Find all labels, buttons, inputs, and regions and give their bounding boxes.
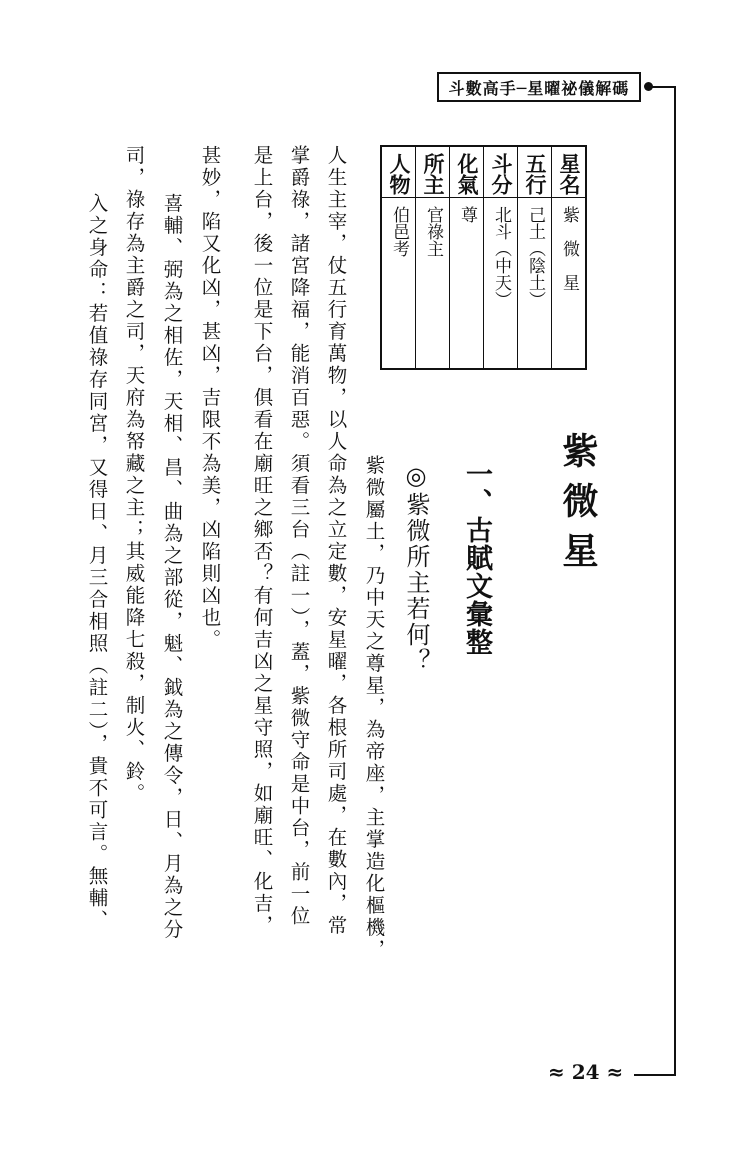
- table-header-cell: 斗分: [484, 146, 518, 198]
- body-text-column: 是上台，後一位是下台，俱看在廟旺之鄉否？有何吉凶之星守照，如廟旺、化吉，: [250, 145, 274, 937]
- table-value-cell: 北斗（中天）: [484, 198, 518, 370]
- section-heading: 一、古賦文彙整: [461, 460, 492, 656]
- body-text-column: 掌爵祿，諸宮降福，能消百惡。須看三台（註一），蓋，紫微守命是中台，前一位: [287, 145, 311, 928]
- running-title: 斗數高手─星曜祕儀解碼: [448, 78, 630, 98]
- page-number-block: [548, 1060, 623, 1084]
- page-ornament-right-icon: ≈: [606, 1060, 624, 1084]
- frame-line-right: [674, 86, 676, 1076]
- body-text-column: 人生主宰，仗五行育萬物，以人命為之立定數，安星曜，各根所司處，在數內，常: [324, 145, 348, 937]
- table-value-cell: 己土（陰土）: [518, 198, 552, 370]
- question-heading: ◎紫微所主若何？: [402, 462, 430, 674]
- star-info-table: [380, 145, 587, 370]
- page-ornament-left-icon: ≈: [548, 1060, 565, 1084]
- body-text-column: 喜輔、弼為之相佐，天相、昌、曲為之部從，魁、鉞為之傳令，日、月為之分: [160, 193, 184, 941]
- table-header-cell: 化氣: [450, 146, 484, 198]
- running-title-box: [437, 72, 641, 102]
- body-text-column: 紫微屬土，乃中天之尊星，為帝座，主掌造化樞機，: [362, 455, 386, 961]
- table-value-cell: 紫 微 星: [552, 198, 587, 370]
- table-header-cell: 人物: [381, 146, 416, 198]
- table-header-cell: 星名: [552, 146, 587, 198]
- frame-line-top: [652, 86, 676, 88]
- body-text-column: 甚妙，陷又化凶，甚凶，吉限不為美，凶陷則凶也。: [198, 145, 222, 651]
- table-value-cell: 尊: [450, 198, 484, 370]
- body-text-column: 司，祿存為主爵之司，天府為帑藏之主；其威能降七殺，制火、鈴。: [122, 145, 146, 805]
- table-header-cell: 所主: [416, 146, 450, 198]
- page-number: 24: [571, 1060, 600, 1084]
- table-header-cell: 五行: [518, 146, 552, 198]
- chapter-title: 紫微星: [557, 432, 599, 582]
- table-value-cell: 官祿主: [416, 198, 450, 370]
- body-text-column: 入之身命：若值祿存同宮，又得日、月三合相照（註二），貴不可言。無輔、: [85, 193, 109, 932]
- table-value-cell: 伯邑考: [381, 198, 416, 370]
- frame-line-bottom: [634, 1074, 676, 1076]
